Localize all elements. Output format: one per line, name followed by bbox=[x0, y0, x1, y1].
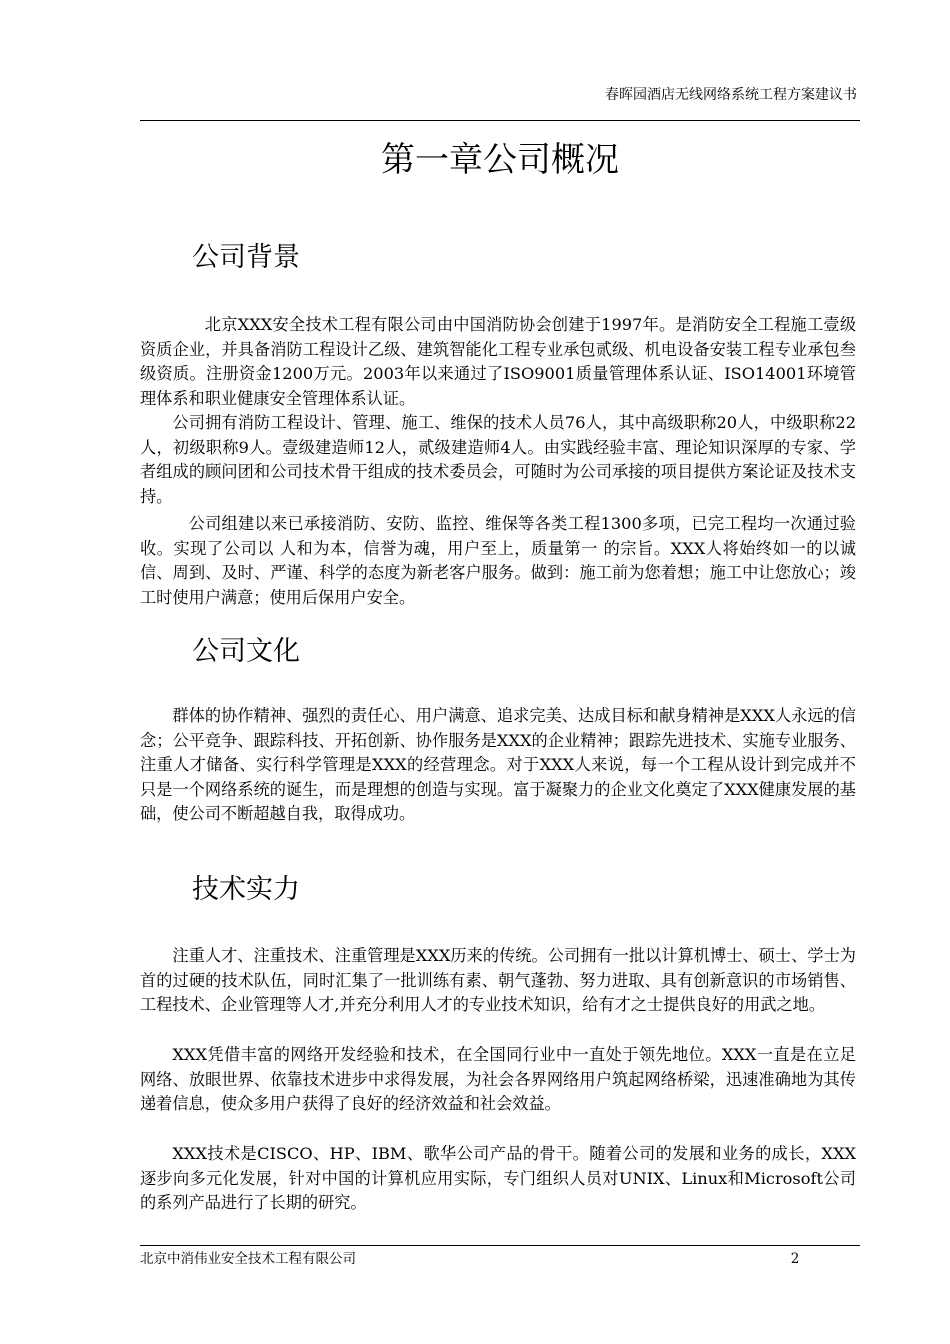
paragraph: 群体的协作精神、强烈的责任心、用户满意、追求完美、达成目标和献身精神是XXX人永远的信念；公平竞争、跟踪科技、开拓创新、协作服务是XXX的企业精神；跟踪先进技术、实施专业服务、注重人才储备、实行科学管理是XXX的经营理念。对于XXX人来说，每一个工程从设计到完成并不只是一个网络系统的诞生，而是理想的创造与实现。富于凝聚力的企业文化奠定了XXX健康发展的基础，使公司不断超越自我，取得成功。 bbox=[140, 706, 856, 824]
footer-divider bbox=[140, 1245, 860, 1246]
paragraph: 北京XXX安全技术工程有限公司由中国消防协会创建于1997年。是消防安全工程施工壹级资质企业，并具备消防工程设计乙级、建筑智能化工程专业承包贰级、机电设备安装工程专业承包叁级资质。注册资金1200万元。2003年以来通过了ISO9001质量管理体系认证、ISO14001环境管理体系和职业健康安全管理体系认证。 bbox=[140, 315, 856, 408]
page-number: 2 bbox=[790, 1251, 800, 1267]
section-heading-culture: 公司文化 bbox=[192, 636, 300, 667]
running-header: 春晖园酒店无线网络系统工程方案建议书 bbox=[605, 87, 857, 103]
section-heading-technology: 技术实力 bbox=[192, 874, 300, 905]
paragraph: 注重人才、注重技术、注重管理是XXX历来的传统。公司拥有一批以计算机博士、硕士、学士为首的过硬的技术队伍，同时汇集了一批训练有素、朝气蓬勃、努力进取、具有创新意识的市场销售、工程技术、企业管理等人才,并充分利用人才的专业技术知识，给有才之士提供良好的用武之地。 bbox=[140, 946, 856, 1015]
footer-company-name: 北京中消伟业安全技术工程有限公司 bbox=[140, 1251, 356, 1267]
chapter-title: 第一章公司概况 bbox=[381, 140, 619, 180]
header-divider bbox=[140, 120, 860, 121]
section-heading-background: 公司背景 bbox=[192, 242, 300, 273]
paragraph: XXX技术是CISCO、HP、IBM、歌华公司产品的骨干。随着公司的发展和业务的成长，XXX逐步向多元化发展，针对中国的计算机应用实际，专门组织人员对UNIX、Linux和Microsoft公司的系列产品进行了长期的研究。 bbox=[140, 1144, 856, 1213]
paragraph: 公司拥有消防工程设计、管理、施工、维保的技术人员76人，其中高级职称20人，中级职称22人，初级职称9人。壹级建造师12人，贰级建造师4人。由实践经验丰富、理论知识深厚的专家、学者组成的顾问团和公司技术骨干组成的技术委员会，可随时为公司承接的项目提供方案论证及技术支持。 bbox=[140, 413, 856, 506]
paragraph: XXX凭借丰富的网络开发经验和技术，在全国同行业中一直处于领先地位。XXX一直是在立足网络、放眼世界、依靠技术进步中求得发展，为社会各界网络用户筑起网络桥梁，迅速准确地为其传递着信息，使众多用户获得了良好的经济效益和社会效益。 bbox=[140, 1045, 856, 1114]
paragraph: 公司组建以来已承接消防、安防、监控、维保等各类工程1300多项，已完工程均一次通过验收。实现了公司以 人和为本，信誉为魂，用户至上，质量第一 的宗旨。XXX人将始终如一的以诚信、周到、及时、严谨、科学的态度为新老客户服务。做到：施工前为您着想；施工中让您放心；竣工时使用户满意；使用后保用户安全。 bbox=[140, 514, 856, 607]
